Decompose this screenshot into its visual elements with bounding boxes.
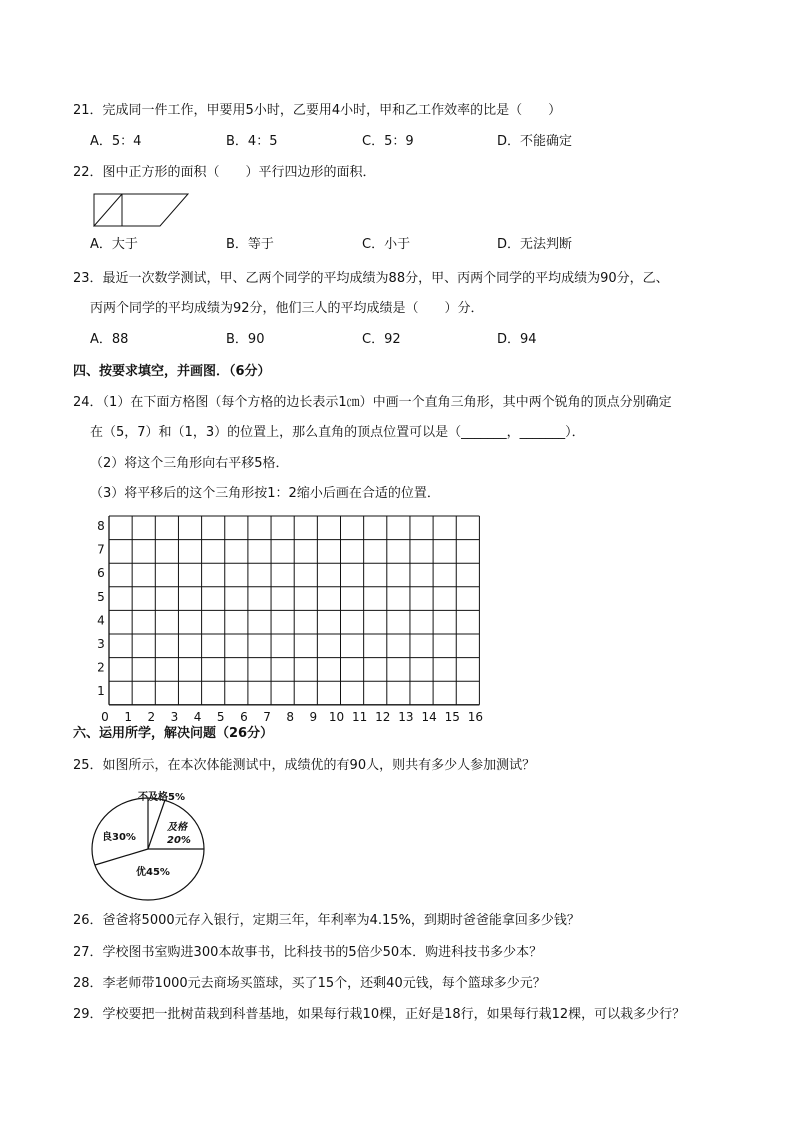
pie-divider-top-right [148, 800, 165, 849]
grid-x-tick-label: 12 [375, 709, 391, 722]
grid-x-tick-label: 1 [124, 709, 132, 722]
question-21-text: 21．完成同一件工作，甲要用5小时，乙要用4小时，甲和乙工作效率的比是（ ） [73, 103, 562, 118]
grid-x-tick-label: 6 [240, 709, 248, 722]
q21-option-c: C．5：9 [362, 134, 414, 149]
grid-x-tick-label: 16 [467, 709, 484, 722]
q21-option-a: A．5：4 [90, 134, 142, 149]
q22-option-b: B．等于 [226, 237, 274, 252]
question-24-line2: 在（5，7）和（1，3）的位置上，那么直角的顶点位置可以是（_______，_______）． [90, 425, 585, 440]
grid-x-tick-label: 7 [263, 709, 271, 722]
grid-x-tick-label: 3 [170, 709, 179, 722]
grid-x-tick-label: 9 [309, 709, 318, 722]
question-27-text: 27．学校图书室购进300本故事书，比科技书的5倍少50本．购进科技书多少本？ [73, 945, 543, 960]
pie-label-good: 良30% [102, 832, 136, 843]
q22-option-a: A．大于 [90, 237, 138, 252]
pie-divider-left [95, 849, 148, 865]
q23-option-d: D．94 [497, 332, 537, 347]
section-6-title: 六、运用所学，解决问题（26分） [73, 726, 274, 741]
q21-option-b: B．4：5 [226, 134, 278, 149]
question-25-text: 25．如图所示，在本次体能测试中，成绩优的有90人，则共有多少人参加测试？ [73, 758, 536, 773]
grid-y-tick-label: 7 [97, 542, 105, 557]
question-23-line1: 23．最近一次数学测试，甲、乙两个同学的平均成绩为88分，甲、丙两个同学的平均成绩为90分，乙、 [73, 271, 669, 286]
q21-option-d: D．不能确定 [497, 134, 573, 149]
grid-x-tick-label: 8 [286, 709, 295, 722]
grid-x-tick-label: 0 [101, 709, 109, 722]
grid-x-tick-label: 2 [147, 709, 156, 722]
pie-label-pass-pct: 20% [167, 835, 191, 846]
q22-option-d: D．无法判断 [497, 237, 573, 252]
fitness-test-pie-chart [90, 786, 210, 906]
grid-x-tick-label: 13 [398, 709, 414, 722]
pie-label-fail: 不及格5% [138, 792, 185, 803]
grid-y-tick-label: 6 [97, 566, 105, 581]
question-24-part3: （3）将平移后的这个三角形按1：2缩小后画在合适的位置． [90, 486, 440, 501]
grid-x-tick-label: 15 [444, 709, 460, 722]
q23-option-c: C．92 [362, 332, 401, 347]
question-26-text: 26．爸爸将5000元存入银行，定期三年，年利率为4.15%，到期时爸爸能拿回多少钱？ [73, 913, 580, 928]
grid-y-tick-label: 5 [97, 589, 105, 604]
grid-x-tick-label: 5 [216, 709, 225, 722]
q23-option-a: A．88 [90, 332, 129, 347]
section-4-title: 四、按要求填空，并画图．（6分） [73, 364, 271, 379]
grid-x-tick-label: 11 [352, 709, 368, 722]
grid-x-tick-label: 14 [421, 709, 437, 722]
grid-x-tick-label: 10 [328, 709, 345, 722]
question-24-line1: 24．（1）在下面方格图（每个方格的边长表示1㎝）中画一个直角三角形，其中两个锐角的顶点分别确定 [73, 395, 672, 410]
coordinate-grid [90, 508, 490, 722]
grid-y-tick-label: 2 [97, 660, 105, 675]
question-28-text: 28．李老师带1000元去商场买篮球，买了15个，还剩40元钱，每个篮球多少元？ [73, 976, 546, 991]
grid-y-tick-label: 8 [97, 519, 105, 533]
pie-label-excellent: 优45% [136, 867, 170, 878]
grid-y-tick-label: 3 [97, 637, 105, 651]
question-23-line2: 丙两个同学的平均成绩为92分，他们三人的平均成绩是（ ）分． [90, 301, 484, 316]
grid-x-tick-label: 4 [193, 709, 202, 722]
q22-option-c: C．小于 [362, 237, 411, 252]
square-parallelogram-figure [90, 192, 192, 228]
q23-option-b: B．90 [226, 332, 265, 347]
question-22-text: 22．图中正方形的面积（ ）平行四边形的面积． [73, 165, 376, 180]
grid-y-tick-label: 4 [97, 613, 105, 628]
pie-label-pass: 及格 [167, 822, 187, 833]
question-29-text: 29．学校要把一批树苗栽到科普基地，如果每行栽10棵，正好是18行，如果每行栽12棵，可以栽多少行？ [73, 1007, 686, 1022]
question-24-part2: （2）将这个三角形向右平移5格． [90, 456, 289, 471]
grid-y-tick-label: 1 [97, 684, 105, 699]
